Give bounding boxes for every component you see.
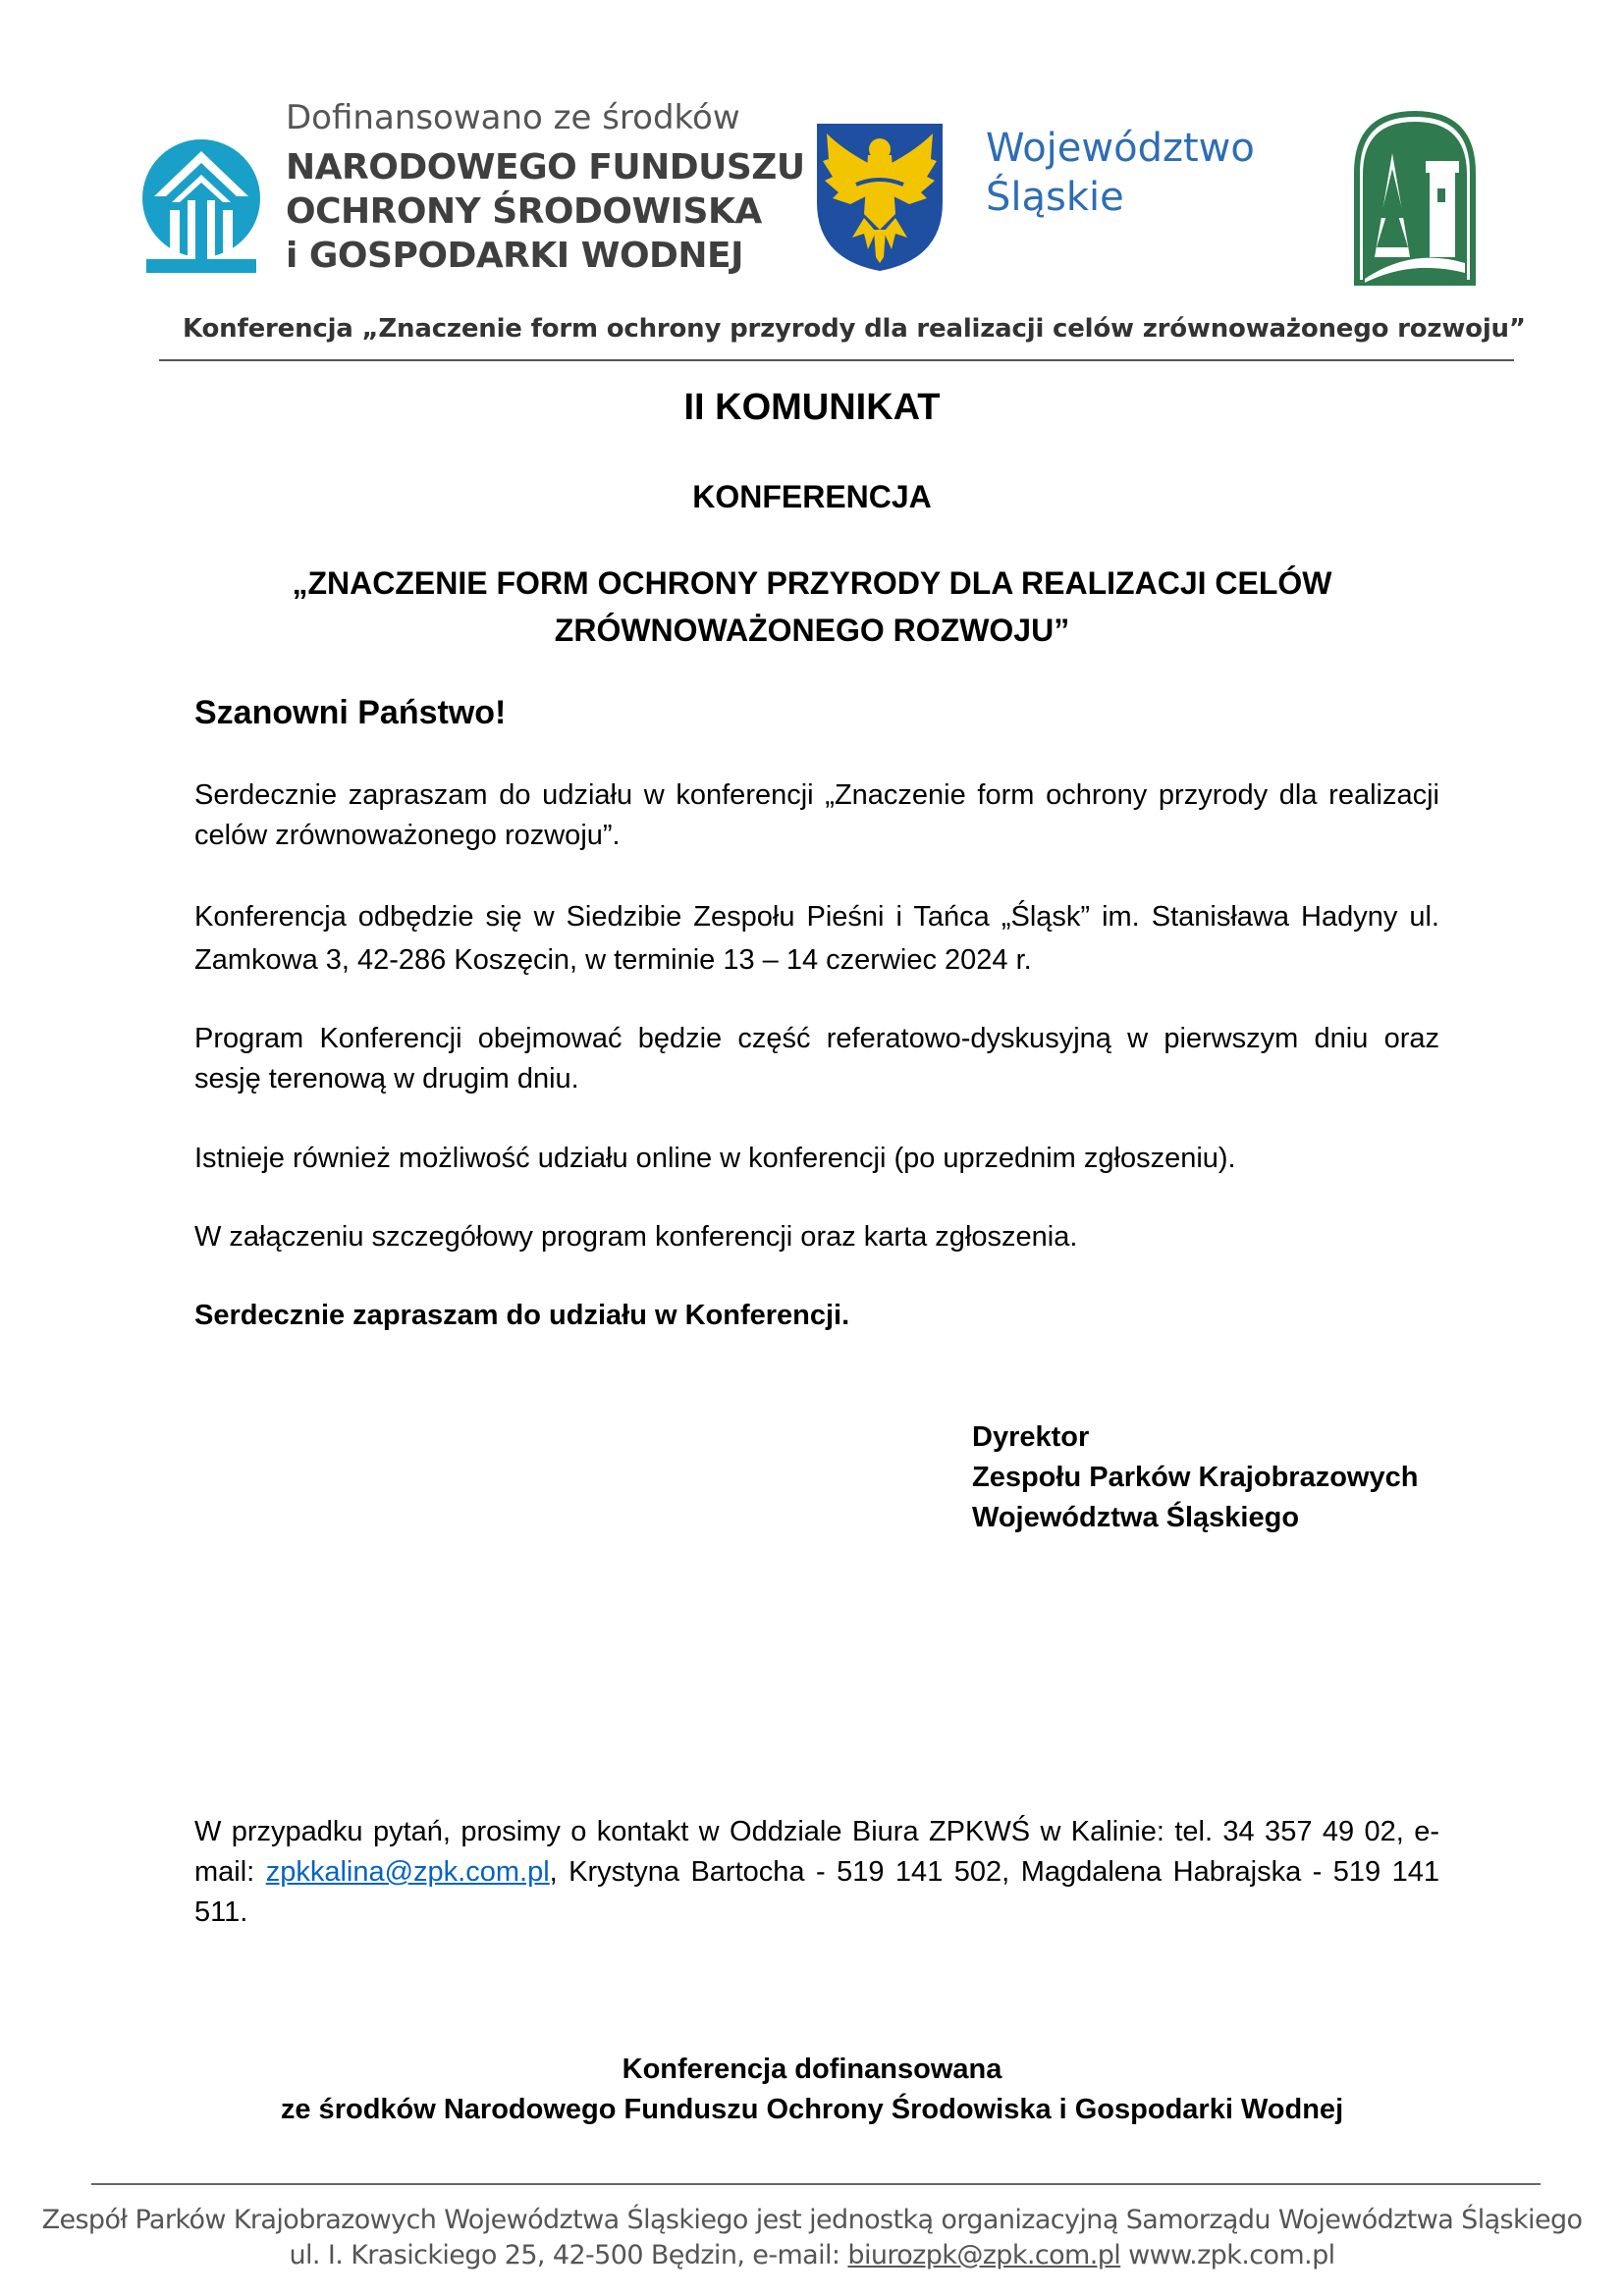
footer-email-link[interactable]: biurozpk@zpk.com.pl <box>847 2240 1121 2270</box>
header-divider <box>159 359 1514 361</box>
silesia-voivodeship-logo <box>813 120 1265 277</box>
nfos-logo-line1: Dofinansowano ze środków <box>286 98 740 137</box>
funding-line2: ze środków Narodowego Funduszu Ochrony Środowiska i Gospodarki Wodnej <box>280 2094 1344 2125</box>
contact-phone: tel. 34 357 49 02, e-mail: <box>194 1816 1439 1888</box>
paragraph-location: Konferencja odbędzie się w Siedzibie Zespołu Pieśni i Tańca „Śląsk” im. Stanisława Hadyny ul. Zamkowa 3, 42-286 Koszęcin, w terminie 13 – 14 czerwiec 2024 r. <box>194 901 1439 976</box>
eagle-coat-of-arms-icon <box>813 120 947 273</box>
contact-intro: W przypadku pytań, prosimy o kontakt w Oddziale Biura ZPKWŚ w Kalinie: <box>194 1816 1164 1847</box>
contact-person-2: Magdalena Habrajska - 519 141 511. <box>194 1856 1440 1928</box>
signature-region: Województwa Śląskiego <box>972 1502 1300 1533</box>
footer-line1: Zespół Parków Krajobrazowych Województwa Śląskiego jest jednostką organizacyjną Samorządu Województwa Śląskiego <box>41 2205 1583 2235</box>
contact-persons: , Krystyna Bartocha - 519 141 502, <box>549 1856 1010 1888</box>
paragraph-online: Istnieje również możliwość udziału online w konferencji (po uprzednim zgłoszeniu). <box>194 1143 1236 1174</box>
page-footer <box>0 2203 1624 2273</box>
funding-note <box>0 2050 1624 2130</box>
silesia-logo-line1: Województwo <box>986 126 1255 171</box>
paragraph-attachments: W załączeniu szczegółowy program konferencji oraz karta zgłoszenia. <box>194 1221 1078 1253</box>
contact-email-link[interactable]: zpkkalina@zpk.com.pl <box>265 1856 550 1888</box>
nfos-logo-line4: i GOSPODARKI WODNEJ <box>286 236 744 276</box>
paragraph-closing: Serdecznie zapraszam do udziału w Konferencji. <box>194 1300 850 1331</box>
contact-paragraph <box>194 1812 1439 1933</box>
conference-title-line1: „ZNACZENIE FORM OCHRONY PRZYRODY DLA REALIZACJI CELÓW <box>292 565 1332 601</box>
footer-divider <box>91 2183 1541 2185</box>
footer-line2 <box>0 2238 1624 2273</box>
landscape-park-logo-icon <box>1353 110 1477 287</box>
silesia-logo-line2: Śląskie <box>986 175 1124 220</box>
paragraph-program: Program Konferencji obejmować będzie część referatowo-dyskusyjną w pierwszym dniu oraz sesję terenową w drugim dniu. <box>194 1023 1439 1095</box>
document-heading: II KOMUNIKAT <box>683 387 941 428</box>
funding-line1: Konferencja dofinansowana <box>622 2054 1002 2085</box>
footer-address: ul. I. Krasickiego 25, 42-500 Będzin, e-mail: <box>289 2240 840 2270</box>
nfos-logo-text <box>286 98 805 278</box>
signature-title: Dyrektor <box>972 1421 1090 1453</box>
nfos-logo-line2: NARODOWEGO FUNDUSZU <box>286 147 805 187</box>
document-subheading: KONFERENCJA <box>692 479 932 514</box>
header-conference-title: Konferencja „Znaczenie form ochrony przyrody dla realizacji celów zrównoważonego rozwoju” <box>183 314 1526 344</box>
footer-website[interactable]: www.zpk.com.pl <box>1128 2240 1335 2270</box>
greeting: Szanowni Państwo! <box>194 694 507 731</box>
conference-title-line2: ZRÓWNOWAŻONEGO ROZWOJU” <box>554 613 1070 648</box>
nfos-logo-line3: OCHRONY ŚRODOWISKA <box>286 191 762 232</box>
nfos-emblem-icon <box>140 137 263 275</box>
signature-block <box>972 1417 1418 1538</box>
signature-organization: Zespołu Parków Krajobrazowych <box>972 1462 1419 1493</box>
silesia-logo-text <box>986 124 1255 222</box>
nfos-logo <box>140 98 805 285</box>
paragraph-invitation: Serdecznie zapraszam do udziału w konferencji „Znaczenie form ochrony przyrody dla realizacji celów zrównoważonego rozwoju”. <box>194 779 1439 851</box>
conference-title <box>0 560 1624 654</box>
